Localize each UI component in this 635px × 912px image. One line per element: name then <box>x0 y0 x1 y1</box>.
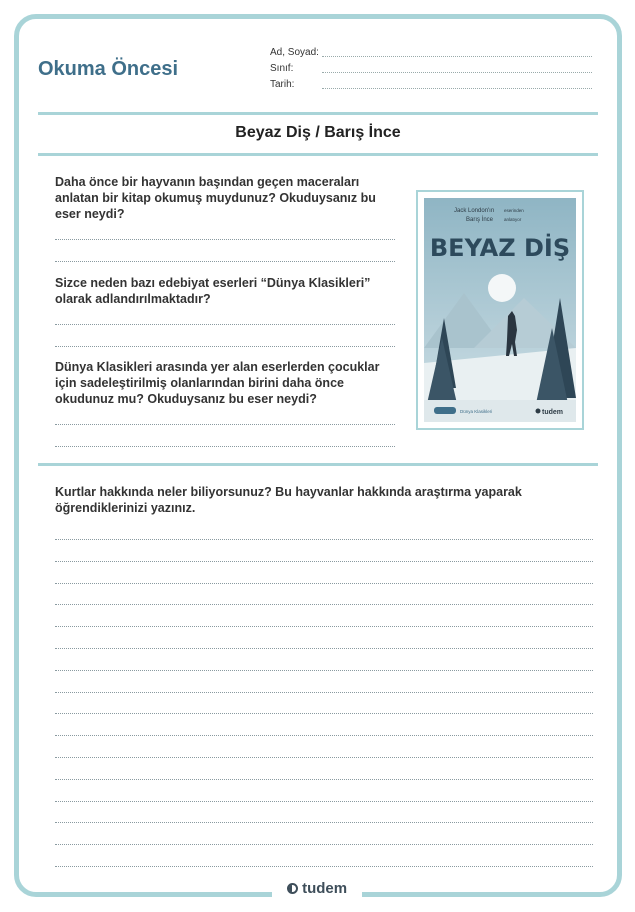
divider <box>38 112 598 115</box>
cover-adapter-suffix: anlatıyor <box>504 217 522 222</box>
cover-adapter: Barış İnce <box>466 217 494 223</box>
answer-line[interactable] <box>55 844 593 845</box>
answer-line[interactable] <box>55 626 593 627</box>
question-3: Dünya Klasikleri arasında yer alan eserlerden çocuklar için sadeleştirilmiş olanlarından birini daha önce okudunuz mu? Okuduysanız bu eser neydi? <box>55 360 380 406</box>
answer-line[interactable] <box>55 822 593 823</box>
name-field[interactable] <box>322 56 592 57</box>
class-field[interactable] <box>322 72 592 73</box>
answer-line[interactable] <box>55 239 395 240</box>
cover-author-suffix: eserinden <box>504 208 524 213</box>
answer-line[interactable] <box>55 801 593 802</box>
question-2: Sizce neden bazı edebiyat eserleri “Dünya Klasikleri” olarak adlandırılmaktadır? <box>55 276 371 306</box>
answer-line[interactable] <box>55 539 593 540</box>
date-label: Tarih: <box>270 79 295 90</box>
name-label: Ad, Soyad: <box>270 47 319 58</box>
answer-line[interactable] <box>55 735 593 736</box>
answer-line[interactable] <box>55 757 593 758</box>
cover-title: BEYAZ DİŞ <box>429 234 571 262</box>
question-4: Kurtlar hakkında neler biliyorsunuz? Bu hayvanlar hakkında araştırma yaparak öğrendiklerinizi yazınız. <box>55 485 522 515</box>
answer-line[interactable] <box>55 583 593 584</box>
page-frame <box>14 14 622 897</box>
footer-logo <box>272 880 362 897</box>
book-heading: Beyaz Diş / Barış İnce <box>235 124 401 141</box>
answer-line[interactable] <box>55 670 593 671</box>
class-label: Sınıf: <box>270 63 294 74</box>
answer-line[interactable] <box>55 866 593 867</box>
answer-line[interactable] <box>55 604 593 605</box>
cover-author: Jack London'ın <box>454 208 495 214</box>
answer-line[interactable] <box>55 324 395 325</box>
answer-line[interactable] <box>55 561 593 562</box>
question-1: Daha önce bir hayvanın başından geçen maceraları anlatan bir kitap okumuş muydunuz? Okuduysanız bu eser neydi? <box>55 175 376 221</box>
page-title: Okuma Öncesi <box>38 58 179 80</box>
footer-publisher: tudem <box>302 880 348 897</box>
book-cover-art <box>424 198 576 422</box>
answer-line[interactable] <box>55 424 395 425</box>
series-badge <box>434 407 456 414</box>
answer-line[interactable] <box>55 779 593 780</box>
book-cover <box>416 190 584 430</box>
divider <box>38 463 598 466</box>
answer-line[interactable] <box>55 446 395 447</box>
answer-line[interactable] <box>55 692 593 693</box>
tudem-logo-icon <box>287 883 298 894</box>
date-field[interactable] <box>322 88 592 89</box>
divider <box>38 153 598 156</box>
cover-publisher: tudem <box>542 409 563 416</box>
answer-line[interactable] <box>55 261 395 262</box>
publisher-logo-icon <box>536 409 541 414</box>
answer-line[interactable] <box>55 648 593 649</box>
cover-series: Dünya Klasikleri <box>460 409 493 414</box>
answer-line[interactable] <box>55 346 395 347</box>
answer-line[interactable] <box>55 713 593 714</box>
